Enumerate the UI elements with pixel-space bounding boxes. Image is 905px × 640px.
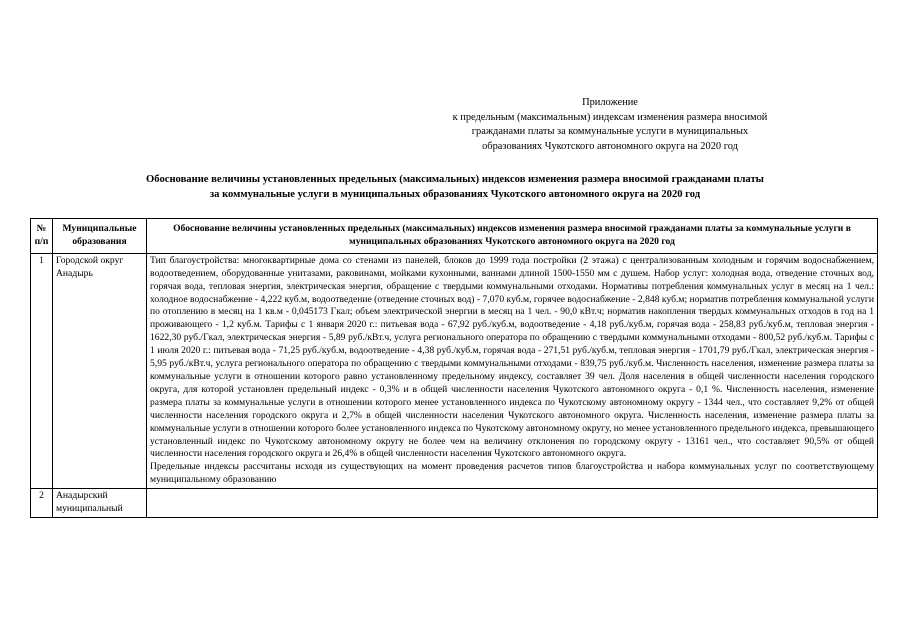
- table-row: [31, 253, 878, 488]
- table-header-row: [31, 219, 878, 254]
- justification-table: [30, 218, 878, 518]
- row-justification: [147, 489, 878, 518]
- row-justification: [147, 253, 878, 488]
- row-municipality: Анадырский муниципальный: [53, 489, 147, 518]
- header-num: № п/п: [31, 219, 53, 254]
- appendix-line: образованиях Чукотского автономного округа на 2020 год: [482, 140, 738, 152]
- row-num: 2: [31, 489, 53, 518]
- appendix-header: [400, 96, 820, 154]
- table-row: [31, 489, 878, 518]
- row-municipality: Городской округ Анадырь: [53, 253, 147, 488]
- appendix-line: Приложение: [582, 97, 638, 108]
- justification-paragraph: Предельные индексы рассчитаны исходя из существующих на момент проведения расчетов типов благоустройства и набора коммунальных услуг по соответствующему муниципальному образованию: [150, 461, 874, 486]
- header-justification: Обоснование величины установленных предельных (максимальных) индексов изменения размера вносимой гражданами платы за коммунальные услуги в муниципальных образованиях Чукотского автономного округа на 2020 год: [147, 219, 878, 254]
- document-title-line: Обоснование величины установленных предельных (максимальных) индексов изменения размера вносимой гражданами платы: [146, 174, 764, 185]
- appendix-line: гражданами платы за коммунальные услуги в муниципальных: [471, 126, 749, 137]
- appendix-line: к предельным (максимальным) индексам изменения размера вносимой: [452, 111, 768, 123]
- row-num: 1: [31, 253, 53, 488]
- justification-paragraph: Тип благоустройства: многоквартирные дома со стенами из панелей, блоков до 1999 года постройки (2 этажа) с централизованным холодным и горячим водоснабжением, водоотведением, оборудованные унитазами, раковинами, мойками кухонными, ваннами длиной 1500-1550 мм с душем. Набор услуг: холодная вода, отведение сточных вод, горячая вода, тепловая энергия, электрическая энергия, обращение с твердыми коммунальными отходами. Нормативы потребления коммунальных услуг в месяц на 1 чел.: холодное водоснабжение - 4,222 куб.м, водоотведение (отведение сточных вод) - 7,070 куб.м, горячее водоснабжение - 2,848 куб.м; норматив потребления коммунальной услуги по отоплению в месяц на 1 кв.м - 0,045173 Гкал; объем электрической энергии в месяц на 1 чел. - 90,0 кВт.ч; норматив накопления твердых коммунальных отходов в год на 1 проживающего - 1,2 куб.м. Тарифы с 1 января 2020 г.: питьевая вода - 67,92 руб./куб.м, водоотведение - 4,18 руб./куб.м, горячая вода - 258,83 руб./куб.м, тепловая энергия - 1622,30 руб./Гкал, электрическая энергия - 5,89 руб./кВт.ч, услуга регионального оператора по обращению с твердыми коммунальными отходами - 800,52 руб./куб.м. Тарифы с 1 июля 2020 г.: питьевая вода - 71,25 руб./куб.м, водоотведение - 4,38 руб./куб.м, горячая вода - 271,51 руб./куб.м, тепловая энергия - 1701,79 руб./Гкал, электрическая энергия - 5,95 руб./кВт.ч, услуга регионального оператора по обращению с твердыми коммунальными отходами - 839,75 руб./куб.м. Численность населения, изменение размера платы за коммунальные услуги в отношении которого равно установленному предельному индексу, составляет 39 чел. Доля населения в общей численности населения городского округа, для которой установлен предельный индекс - 0,3% и в общей численности населения Чукотского автономного округа - 0,1 %. Численность населения, изменение размера платы за коммунальные услуги в отношении которого менее установленного индекса по Чукотскому автономному округу - 1344 чел., что составляет 9,2% от общей численности населения городского округа и 2,7% в общей численности населения Чукотского автономного округа. Численность населения, изменение размера платы за коммунальные услуги в отношении которого более установленного индекса по Чукотскому автономному округу, но менее установленного предельного индекса, превышающего установленный индекс по Чукотскому автономному округу не более чем на величину отклонения по городскому округу - 13161 чел., что составляет 90,5% от общей численности населения городского округа и 26,4% в общей численности населения Чукотского автономного округа.: [150, 254, 874, 460]
- document-title-line: за коммунальные услуги в муниципальных образованиях Чукотского автономного округа на 2020 год: [209, 188, 701, 200]
- document-title: [40, 173, 870, 202]
- header-municipality: Муниципальные образования: [53, 219, 147, 254]
